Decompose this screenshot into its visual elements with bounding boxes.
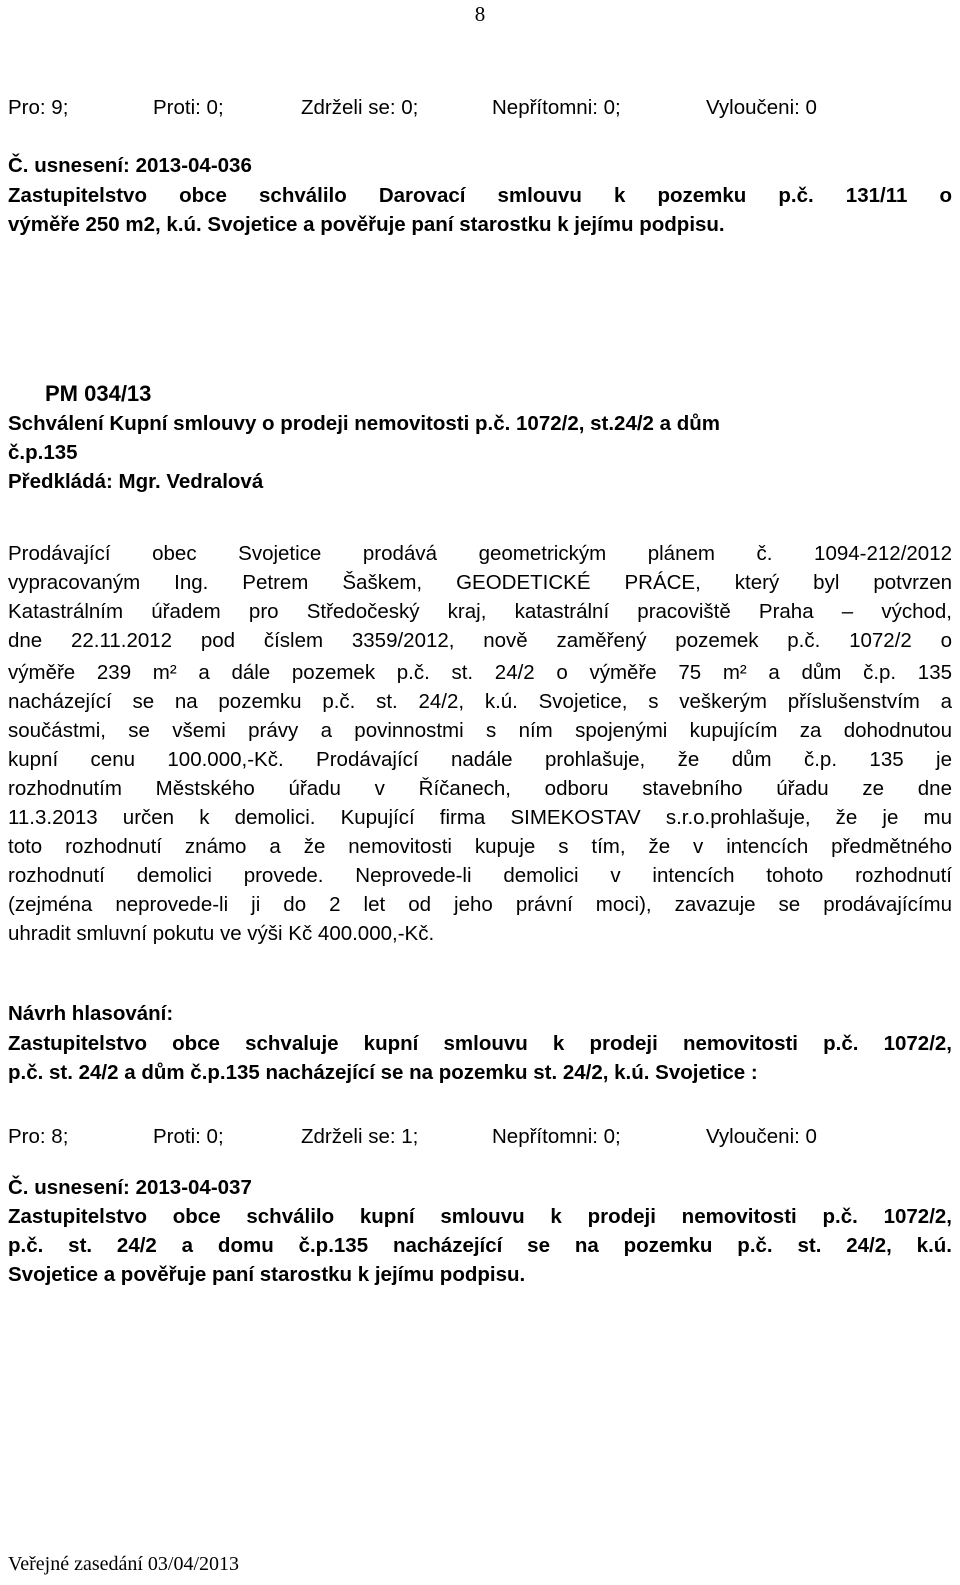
agenda-item-title: č.p.135 xyxy=(8,441,78,464)
body-text-line: kupní cenu 100.000,-Kč. Prodávající nadále prohlašuje, že dům č.p. 135 je xyxy=(8,748,952,771)
body-text-line: součástmi, se všemi právy a povinnostmi s ním spojenými kupujícím za dohodnutou xyxy=(8,719,952,742)
body-text-line: dne 22.11.2012 pod číslem 3359/2012, nově zaměřený pozemek p.č. 1072/2 o xyxy=(8,629,952,652)
body-text-line: Prodávající obec Svojetice prodává geometrickým plánem č. 1094-212/2012 xyxy=(8,542,952,565)
body-text-line: Katastrálním úřadem pro Středočeský kraj, katastrální pracoviště Praha – východ, xyxy=(8,600,952,623)
vote-proti: Proti: 0; xyxy=(153,96,224,119)
agenda-item-title: Schválení Kupní smlouvy o prodeji nemovitosti p.č. 1072/2, st.24/2 a dům xyxy=(8,412,721,435)
page-number: 8 xyxy=(474,2,486,26)
body-text-line: nacházející se na pozemku p.č. st. 24/2, k.ú. Svojetice, s veškerým příslušenstvím a xyxy=(8,690,952,713)
proposal-heading: Návrh hlasování: xyxy=(8,1002,174,1025)
proposal-text-line: p.č. st. 24/2 a dům č.p.135 nacházející se na pozemku st. 24/2, k.ú. Svojetice : xyxy=(8,1061,758,1084)
resolution-text-line: Zastupitelstvo obce schválilo kupní smlouvu k prodeji nemovitosti p.č. 1072/2, xyxy=(8,1205,952,1228)
resolution-text-line: p.č. st. 24/2 a domu č.p.135 nacházející se na pozemku p.č. st. 24/2, k.ú. xyxy=(8,1234,952,1257)
vote-vylouceni: Vyloučeni: 0 xyxy=(706,96,817,119)
agenda-item-code: PM 034/13 xyxy=(45,381,152,406)
resolution-text-line: Svojetice a pověřuje paní starostku k jejímu podpisu. xyxy=(8,1263,526,1286)
page-footer: Veřejné zasedání 03/04/2013 xyxy=(8,1553,240,1575)
vote-nepritomni: Nepřítomni: 0; xyxy=(492,1125,621,1148)
vote-proti: Proti: 0; xyxy=(153,1125,224,1148)
body-text-line: vypracovaným Ing. Petrem Šaškem, GEODETICKÉ PRÁCE, který byl potvrzen xyxy=(8,571,952,594)
vote-vylouceni: Vyloučeni: 0 xyxy=(706,1125,817,1148)
body-text-line: toto rozhodnutí známo a že nemovitosti kupuje s tím, že v intencích předmětného xyxy=(8,835,952,858)
resolution-number-1: Č. usnesení: 2013-04-036 xyxy=(8,154,252,177)
vote-results-2 xyxy=(8,1123,952,1151)
resolution-number-2: Č. usnesení: 2013-04-037 xyxy=(8,1176,252,1199)
vote-results-1 xyxy=(8,94,952,122)
agenda-item-presenter: Předkládá: Mgr. Vedralová xyxy=(8,470,264,493)
body-text-line: rozhodnutí demolici provede. Neprovede-li demolici v intencích tohoto rozhodnutí xyxy=(8,864,952,887)
vote-zdrzeli: Zdrželi se: 0; xyxy=(301,96,419,119)
vote-pro: Pro: 9; xyxy=(8,96,69,119)
vote-pro: Pro: 8; xyxy=(8,1125,69,1148)
resolution-text-line: Zastupitelstvo obce schválilo Darovací smlouvu k pozemku p.č. 131/11 o xyxy=(8,184,952,207)
resolution-text-line: výměře 250 m2, k.ú. Svojetice a pověřuje paní starostku k jejímu podpisu. xyxy=(8,213,725,236)
proposal-text-line: Zastupitelstvo obce schvaluje kupní smlouvu k prodeji nemovitosti p.č. 1072/2, xyxy=(8,1032,952,1055)
body-text-line: uhradit smluvní pokutu ve výši Kč 400.000,-Kč. xyxy=(8,922,435,945)
body-text-line: 11.3.2013 určen k demolici. Kupující firma SIMEKOSTAV s.r.o.prohlašuje, že je mu xyxy=(8,806,952,829)
body-text-line: (zejména neprovede-li ji do 2 let od jeho právní moci), zavazuje se prodávajícímu xyxy=(8,893,952,916)
body-text-line: výměře 239 m² a dále pozemek p.č. st. 24/2 o výměře 75 m² a dům č.p. 135 xyxy=(8,661,952,684)
body-text-line: rozhodnutím Městského úřadu v Říčanech, odboru stavebního úřadu ze dne xyxy=(8,777,952,800)
vote-nepritomni: Nepřítomni: 0; xyxy=(492,96,621,119)
vote-zdrzeli: Zdrželi se: 1; xyxy=(301,1125,419,1148)
